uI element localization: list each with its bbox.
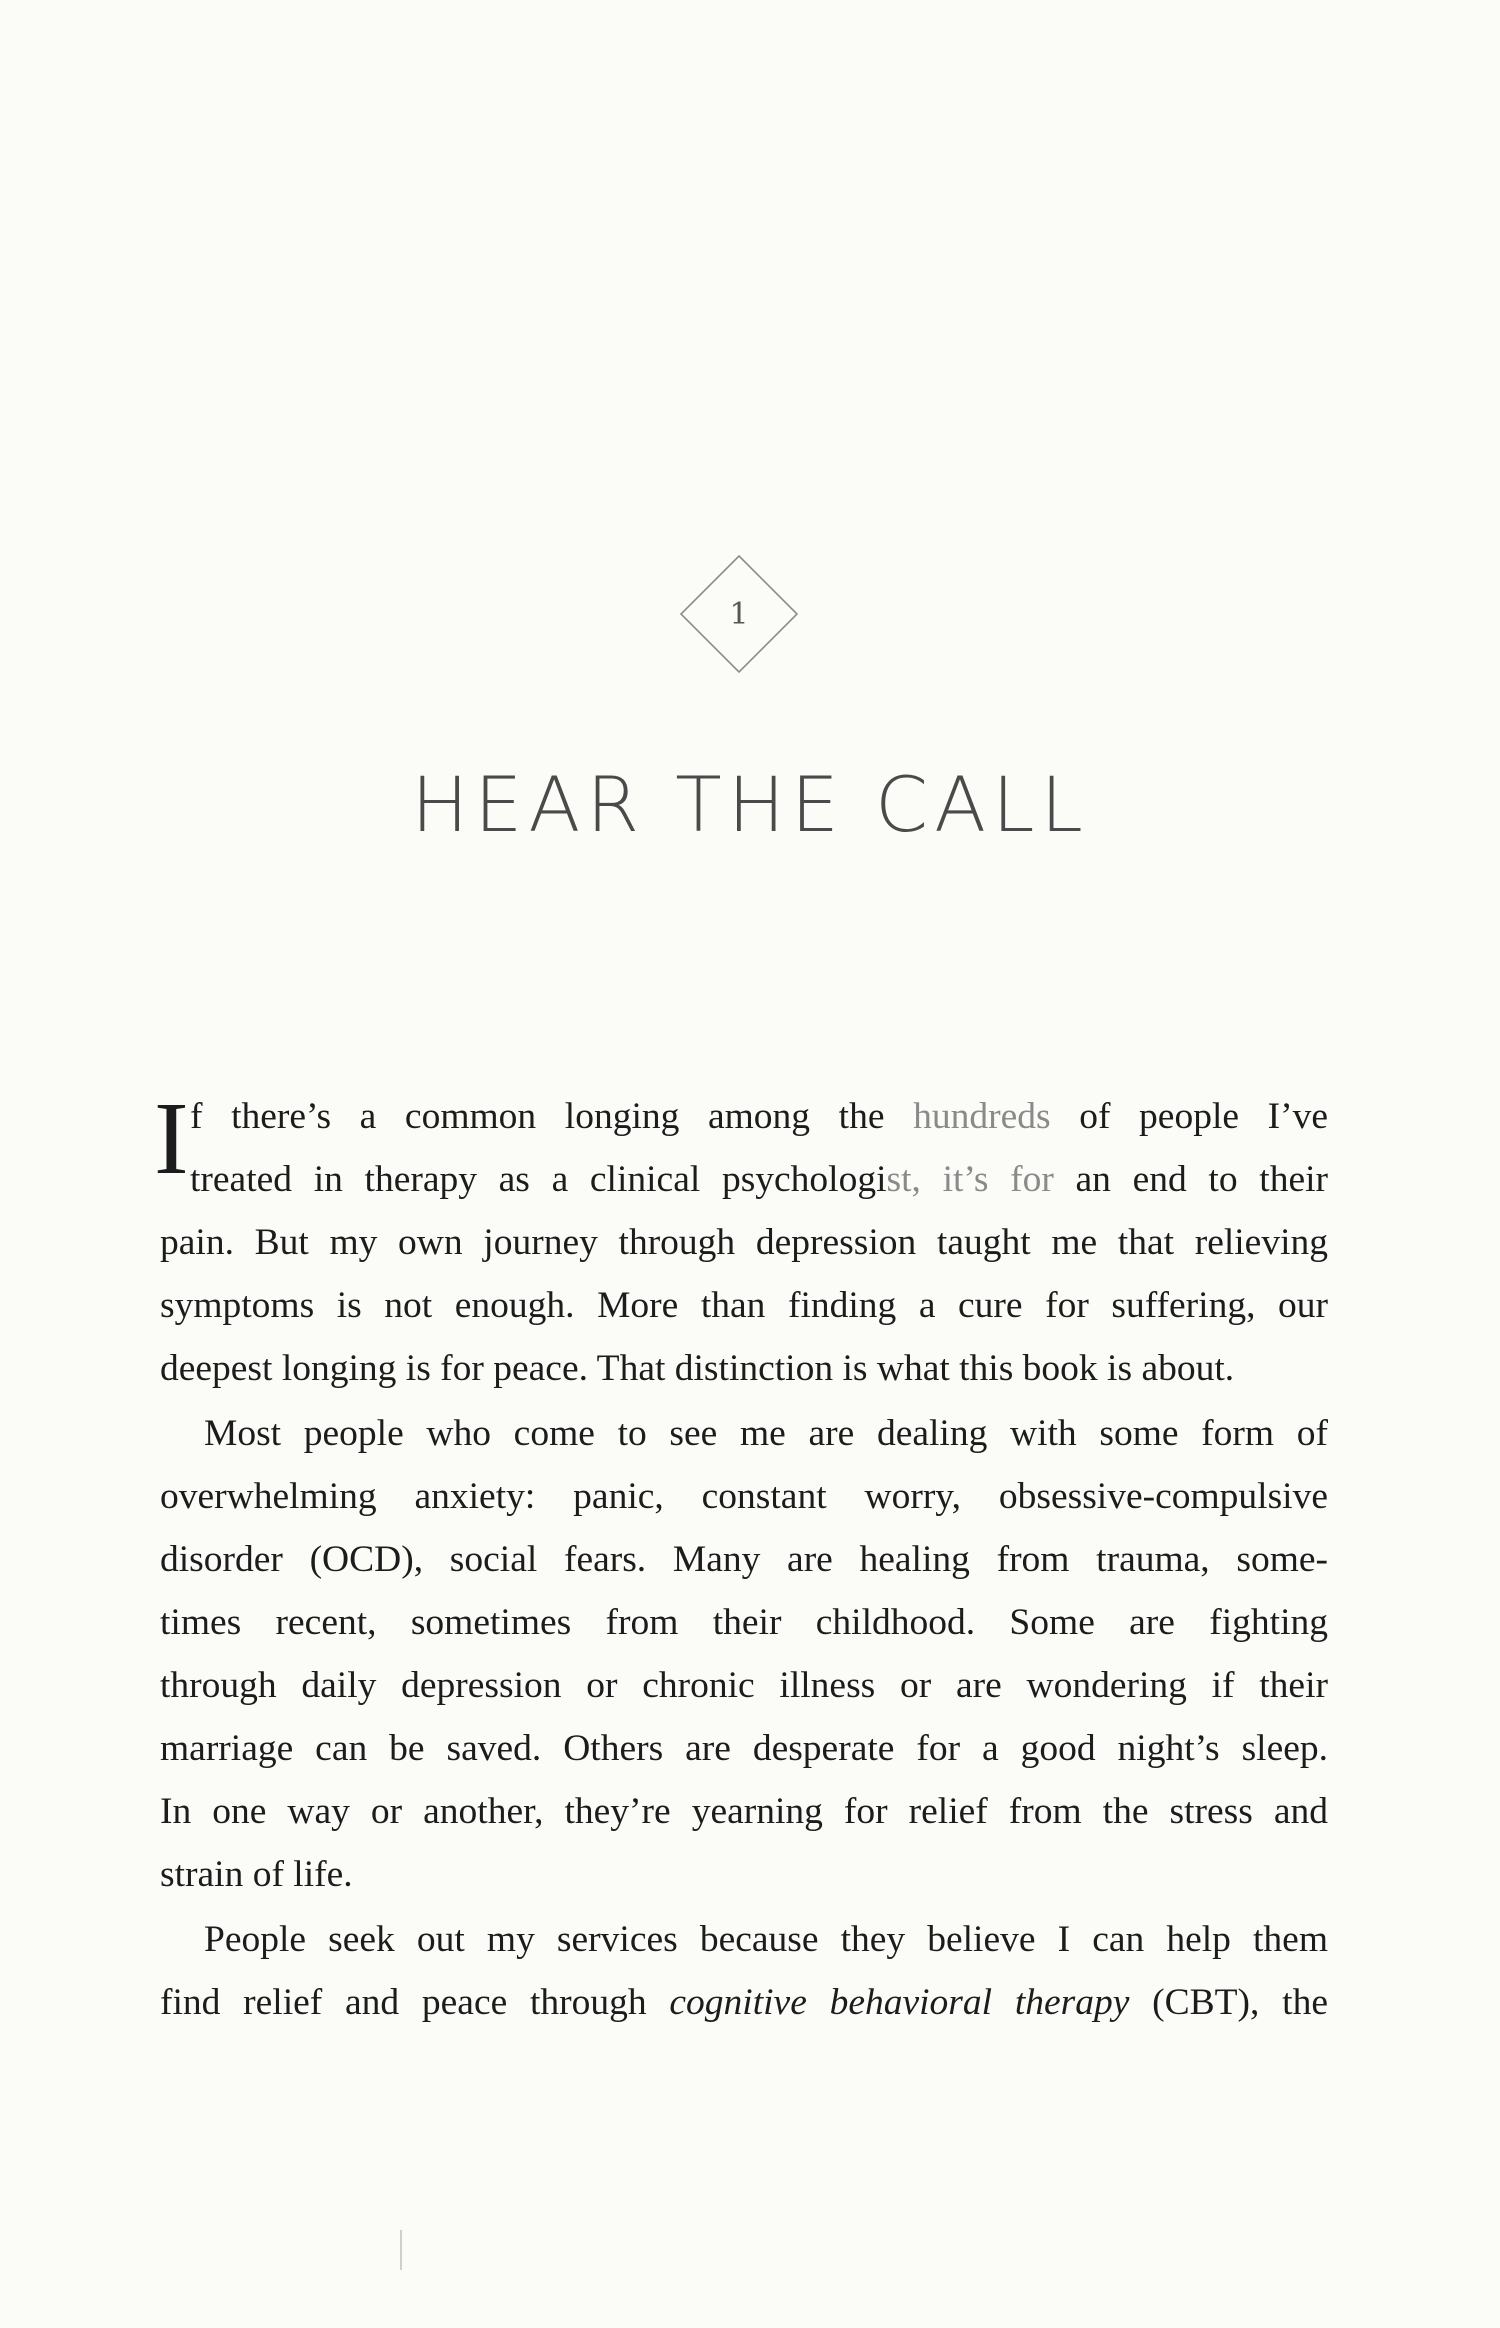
text-span: treated in therapy as a clinical psychologi — [190, 1159, 887, 1200]
text-line — [160, 1148, 1328, 1211]
text-span: find relief and peace through — [160, 1982, 670, 2023]
text-line: disorder (OCD), social fears. Many are healing from trauma, some- — [160, 1539, 1328, 1580]
italic-term: cognitive behavioral therapy — [669, 1982, 1130, 2023]
text-span: (CBT), the — [1129, 1982, 1328, 2023]
text-line: Most people who come to see me are dealing with some form of — [204, 1413, 1328, 1454]
text-span: an end to their — [1053, 1159, 1328, 1200]
text-span: of people I’ve — [1050, 1096, 1328, 1137]
chapter-title: HEAR THE CALL — [411, 760, 1089, 849]
text-line: strain of life. — [160, 1854, 353, 1895]
text-line: In one way or another, they’re yearning for relief from the stress and — [160, 1791, 1328, 1832]
faded-text-span: st, it’s for — [886, 1159, 1054, 1200]
text-line: deepest longing is for peace. That distinction is what this book is about. — [160, 1348, 1235, 1389]
text-line: marriage can be saved. Others are desperate for a good night’s sleep. — [160, 1728, 1328, 1769]
scan-artifact — [400, 2230, 402, 2270]
chapter-body — [154, 1081, 1328, 2034]
text-line: overwhelming anxiety: panic, constant worry, obsessive-compulsive — [160, 1476, 1328, 1517]
text-line: through daily depression or chronic illness or are wondering if their — [160, 1665, 1328, 1706]
text-line: People seek out my services because they believe I can help them — [204, 1919, 1328, 1960]
chapter-number: 1 — [729, 596, 749, 632]
text-line — [160, 1971, 1328, 2034]
text-line: pain. But my own journey through depression taught me that relieving — [160, 1222, 1328, 1263]
text-span: f there’s a common longing among the — [190, 1096, 914, 1137]
text-line: times recent, sometimes from their childhood. Some are fighting — [160, 1602, 1328, 1643]
paragraph-3 — [160, 1908, 1328, 2034]
paragraph-1 — [154, 1081, 1328, 1400]
faded-text-span: hundreds — [913, 1096, 1051, 1137]
paragraph-2 — [160, 1402, 1328, 1906]
drop-cap: I — [154, 1081, 189, 1196]
text-line: symptoms is not enough. More than finding a cure for suffering, our — [160, 1285, 1328, 1326]
